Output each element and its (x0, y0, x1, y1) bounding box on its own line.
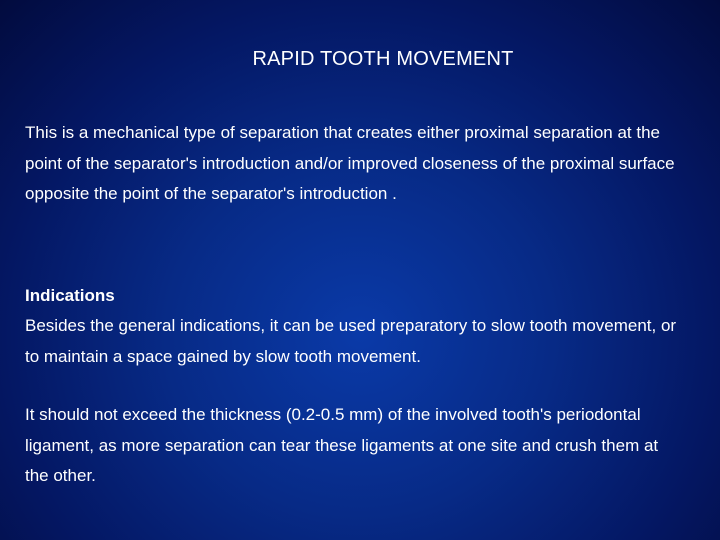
indications-heading: Indications (25, 286, 115, 305)
slide-title: RAPID TOOTH MOVEMENT (252, 48, 514, 70)
intro-paragraph: This is a mechanical type of separation that creates either proximal separation at the point of the separator's introduction and/or improved closeness of the proximal surface opposite the point of the separator's introduction . (25, 123, 675, 203)
caution-paragraph: It should not exceed the thickness (0.2-0.5 mm) of the involved tooth's periodontal ligament, as more separation can tear these ligaments at one site and crush them at the other. (25, 405, 659, 485)
indications-paragraph: Besides the general indications, it can be used preparatory to slow tooth movement, or to maintain a space gained by slow tooth movement. (25, 316, 677, 366)
